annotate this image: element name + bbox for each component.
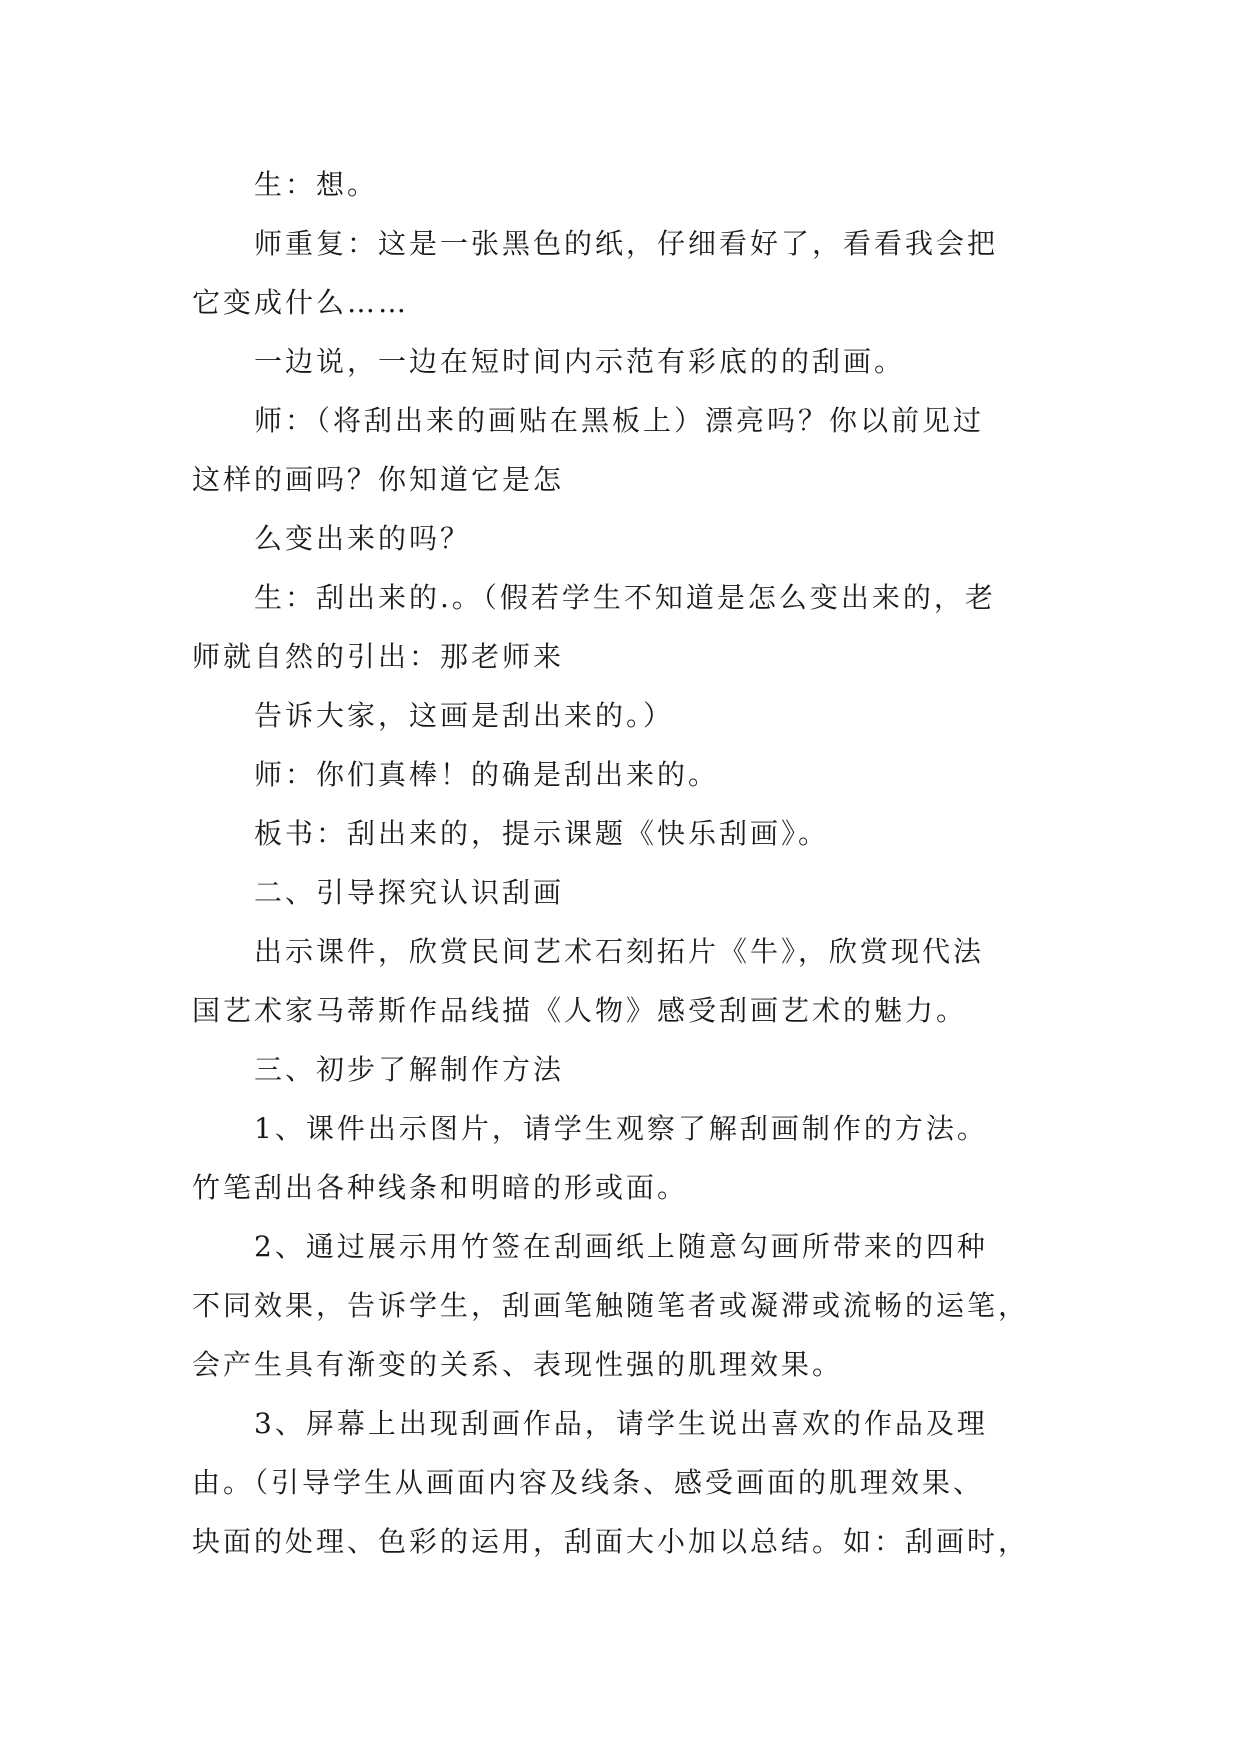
text-line: 块面的处理、色彩的运用，刮面大小加以总结。如：刮画时， — [192, 1525, 1030, 1558]
text-line: 竹笔刮出各种线条和明暗的形或面。 — [192, 1171, 689, 1204]
paragraph — [192, 1099, 1062, 1217]
text-line: 1、课件出示图片，请学生观察了解刮画制作的方法。 — [254, 1112, 988, 1145]
text-line: 国艺术家马蒂斯作品线描《人物》感受刮画艺术的魅力。 — [192, 994, 968, 1027]
paragraph — [192, 155, 1062, 214]
text-line: 会产生具有渐变的关系、表现性强的肌理效果。 — [192, 1348, 844, 1381]
text-line: 师重复：这是一张黑色的纸，仔细看好了，看看我会把 — [254, 227, 999, 260]
section-heading — [192, 863, 1062, 922]
paragraph — [192, 332, 1062, 391]
text-line: 不同效果，告诉学生，刮画笔触随笔者或凝滞或流畅的运笔， — [192, 1289, 1030, 1322]
paragraph — [192, 804, 1062, 863]
text-line: 师：（将刮出来的画贴在黑板上）漂亮吗？你以前见过 — [254, 404, 985, 437]
text-line: 师就自然的引出：那老师来 — [192, 640, 565, 673]
paragraph — [192, 686, 1062, 745]
text-line: 由。（引导学生从画面内容及线条、感受画面的肌理效果、 — [192, 1466, 985, 1499]
paragraph — [192, 1217, 1062, 1394]
paragraph — [192, 745, 1062, 804]
text-line: 师：你们真棒！的确是刮出来的。 — [254, 758, 720, 791]
text-line: 它变成什么…… — [192, 286, 410, 319]
text-line: 二、引导探究认识刮画 — [254, 876, 565, 909]
paragraph — [192, 214, 1062, 332]
text-line: 一边说，一边在短时间内示范有彩底的的刮画。 — [254, 345, 906, 378]
text-line: 3、屏幕上出现刮画作品，请学生说出喜欢的作品及理 — [254, 1407, 988, 1440]
text-line: 出示课件，欣赏民间艺术石刻拓片《牛》，欣赏现代法 — [254, 935, 985, 968]
text-line: 2、通过展示用竹签在刮画纸上随意勾画所带来的四种 — [254, 1230, 988, 1263]
section-heading — [192, 1040, 1062, 1099]
document-body — [192, 155, 1062, 1571]
paragraph — [192, 509, 1062, 568]
text-line: 生：想。 — [254, 168, 379, 201]
text-line: 告诉大家，这画是刮出来的。） — [254, 699, 675, 732]
paragraph — [192, 391, 1062, 509]
paragraph — [192, 922, 1062, 1040]
paragraph — [192, 568, 1062, 686]
text-line: 么变出来的吗？ — [254, 522, 472, 555]
text-line: 三、初步了解制作方法 — [254, 1053, 565, 1086]
text-line: 生：刮出来的.。（假若学生不知道是怎么变出来的，老 — [254, 581, 996, 614]
text-line: 板书：刮出来的，提示课题《快乐刮画》。 — [254, 817, 830, 850]
text-line: 这样的画吗？你知道它是怎 — [192, 463, 565, 496]
paragraph — [192, 1394, 1062, 1571]
